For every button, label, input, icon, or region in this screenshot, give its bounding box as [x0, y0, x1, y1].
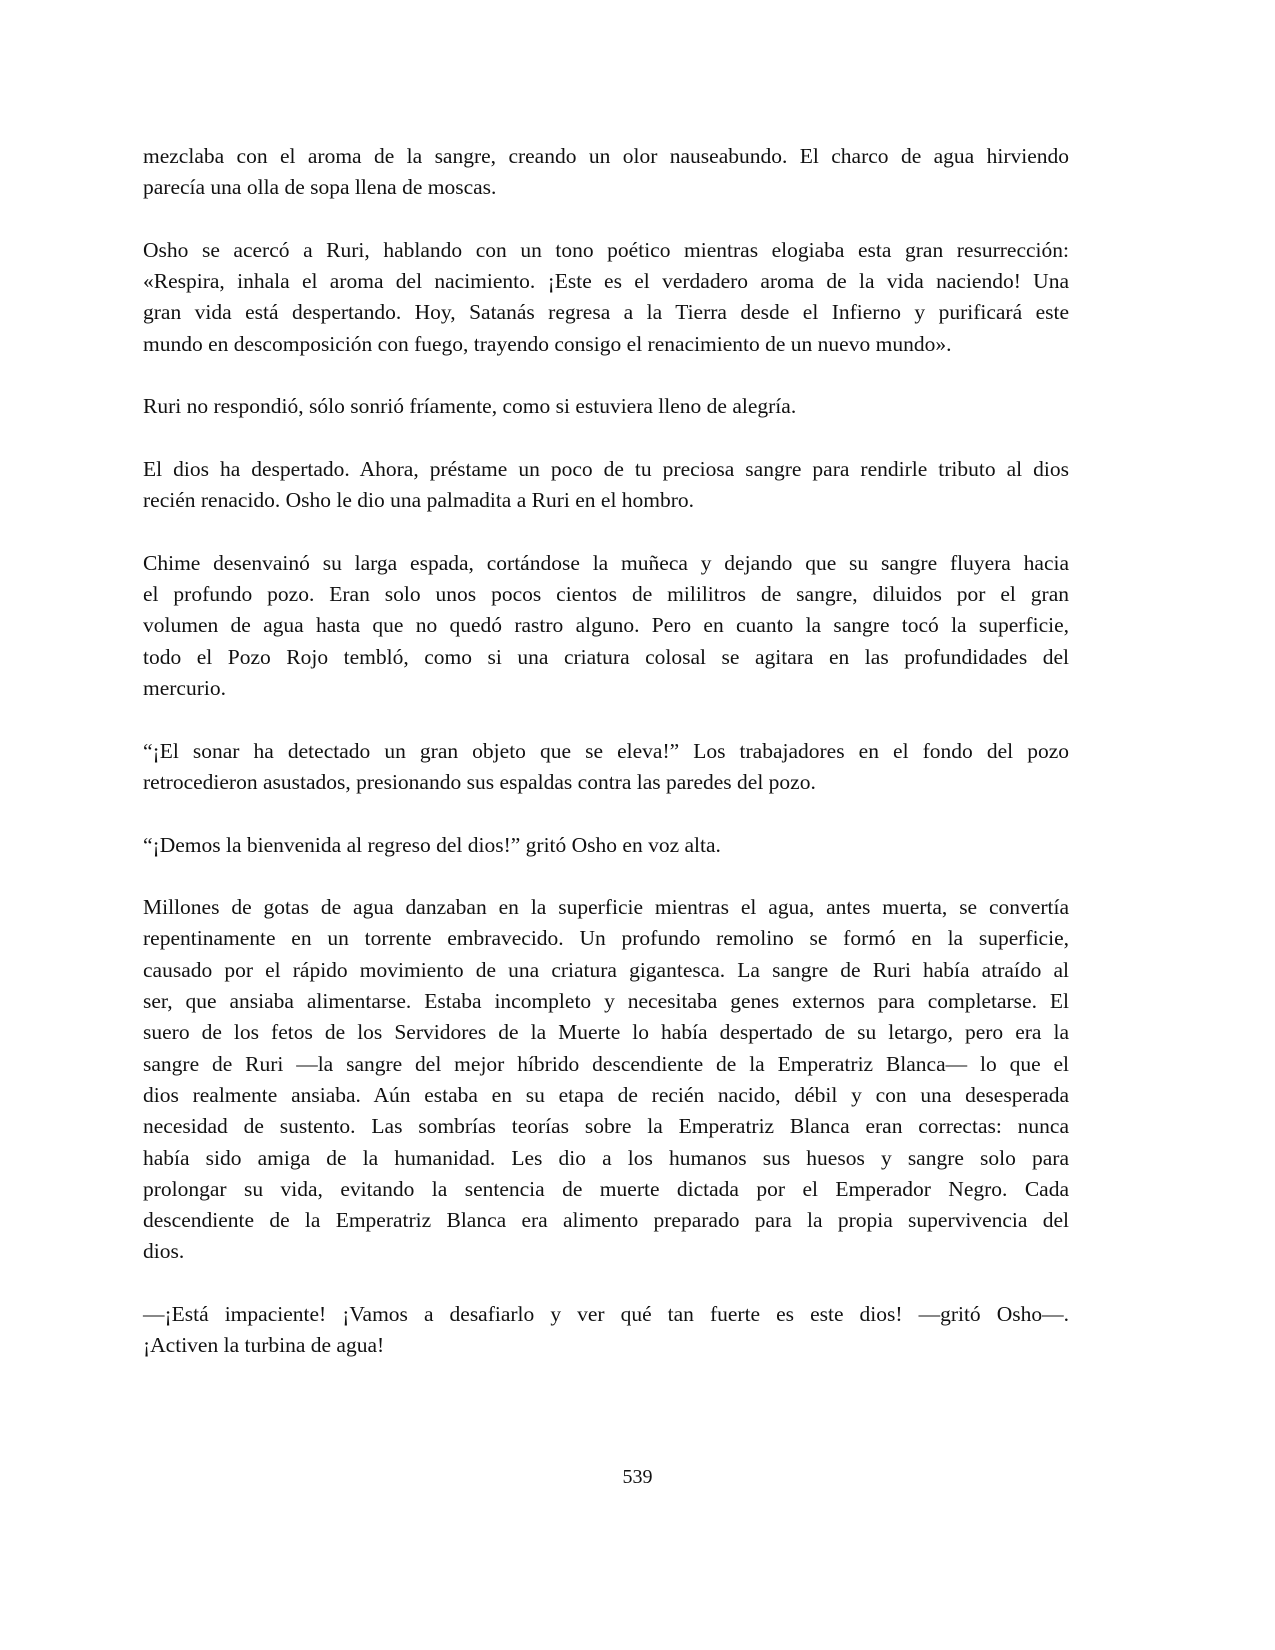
text-line: El dios ha despertado. Ahora, préstame un poco de tu preciosa sangre para rendirle tributo al dios [143, 456, 1069, 481]
paragraph [143, 830, 1069, 861]
paragraph [143, 454, 1069, 517]
text-line: “¡El sonar ha detectado un gran objeto que se eleva!” Los trabajadores en el fondo del pozo [143, 738, 1069, 763]
text-line: recién renacido. Osho le dio una palmadita a Ruri en el hombro. [143, 488, 695, 513]
text-line: Chime desenvainó su larga espada, cortándose la muñeca y dejando que su sangre fluyera hacia [143, 550, 1069, 575]
text-line: —¡Está impaciente! ¡Vamos a desafiarlo y ver qué tan fuerte es este dios! —gritó Osho—. [143, 1301, 1069, 1326]
text-line: suero de los fetos de los Servidores de la Muerte lo había despertado de su letargo, pero era la [143, 1020, 1069, 1045]
text-line: «Respira, inhala el aroma del nacimiento. ¡Este es el verdadero aroma de la vida naciendo! Una [143, 269, 1069, 294]
text-line: parecía una olla de sopa llena de moscas. [143, 175, 497, 200]
text-line: dios. [143, 1239, 185, 1264]
text-line: mundo en descomposición con fuego, trayendo consigo el renacimiento de un nuevo mundo». [143, 331, 952, 356]
text-line: el profundo pozo. Eran solo unos pocos cientos de mililitros de sangre, diluidos por el gran [143, 582, 1069, 607]
text-line: ser, que ansiaba alimentarse. Estaba incompleto y necesitaba genes externos para completarse. El [143, 989, 1069, 1014]
text-line: Osho se acercó a Ruri, hablando con un tono poético mientras elogiaba esta gran resurrección: [143, 237, 1069, 262]
paragraph [143, 235, 1069, 360]
text-line: necesidad de sustento. Las sombrías teorías sobre la Emperatriz Blanca eran correctas: nunca [143, 1114, 1069, 1139]
paragraph [143, 892, 1069, 1268]
paragraph [143, 548, 1069, 704]
text-line: “¡Demos la bienvenida al regreso del dios!” gritó Osho en voz alta. [143, 832, 721, 857]
text-line: Ruri no respondió, sólo sonrió fríamente, como si estuviera lleno de alegría. [143, 394, 797, 419]
text-line: repentinamente en un torrente embravecido. Un profundo remolino se formó en la superficie, [143, 926, 1069, 951]
text-line: mezclaba con el aroma de la sangre, creando un olor nauseabundo. El charco de agua hirviendo [143, 144, 1069, 168]
text-line: Millones de gotas de agua danzaban en la superficie mientras el agua, antes muerta, se convertía [143, 895, 1069, 920]
paragraph [143, 141, 1069, 204]
text-line: retrocedieron asustados, presionando sus espaldas contra las paredes del pozo. [143, 769, 816, 794]
text-line: volumen de agua hasta que no quedó rastro alguno. Pero en cuanto la sangre tocó la superficie, [143, 613, 1069, 638]
text-line: gran vida está despertando. Hoy, Satanás regresa a la Tierra desde el Infierno y purificará este [143, 300, 1069, 325]
text-line: había sido amiga de la humanidad. Les dio a los humanos sus huesos y sangre solo para [143, 1145, 1069, 1170]
paragraph [143, 391, 1069, 422]
page-body [143, 141, 1069, 1393]
paragraph [143, 736, 1069, 799]
text-line: dios realmente ansiaba. Aún estaba en su etapa de recién nacido, débil y con una desesperada [143, 1082, 1069, 1107]
text-line: mercurio. [143, 676, 226, 701]
text-line: causado por el rápido movimiento de una criatura gigantesca. La sangre de Ruri había atraído al [143, 957, 1069, 982]
paragraph [143, 1299, 1069, 1362]
text-line: ¡Activen la turbina de agua! [143, 1333, 385, 1358]
page-number: 539 [622, 1466, 653, 1488]
text-line: sangre de Ruri —la sangre del mejor híbrido descendiente de la Emperatriz Blanca— lo que el [143, 1051, 1069, 1076]
text-line: todo el Pozo Rojo tembló, como si una criatura colosal se agitara en las profundidades del [143, 644, 1069, 669]
text-line: descendiente de la Emperatriz Blanca era alimento preparado para la propia supervivencia del [143, 1208, 1069, 1233]
text-line: prolongar su vida, evitando la sentencia de muerte dictada por el Emperador Negro. Cada [143, 1176, 1069, 1201]
